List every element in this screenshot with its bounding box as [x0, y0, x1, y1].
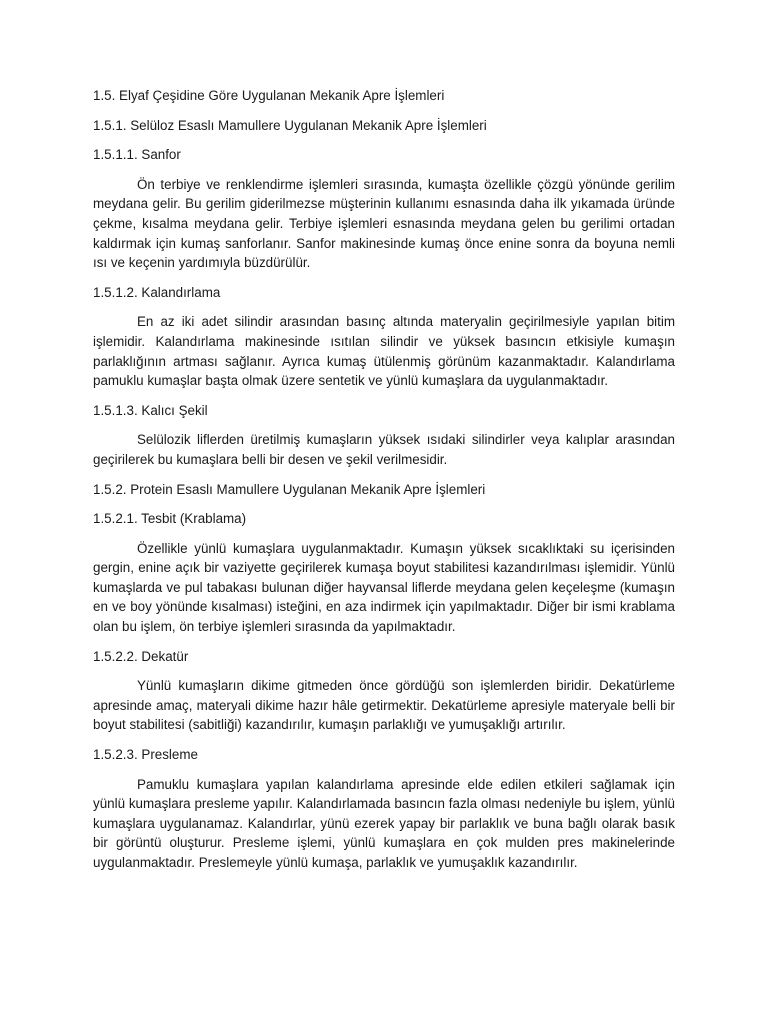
body-paragraph: En az iki adet silindir arasından basınç altında materyalin geçirilmesiyle yapılan bitim işlemidir. Kalandırlama makinesinde ısıtılan silindir ve yüksek basıncın etkisiyle kumaşın parlaklığının artması sağlanır. Ayrıca kumaş ütülenmiş görünüm kazanmaktadır. Kalandırlama pamuklu kumaşlar başta olmak üzere sentetik ve yünlü kumaşlara da uygulanmaktadır.	[93, 314, 675, 389]
section-heading: 1.5. Elyaf Çeşidine Göre Uygulanan Mekanik Apre İşlemleri	[93, 88, 445, 103]
document-body	[93, 86, 675, 883]
section-heading: 1.5.2. Protein Esaslı Mamullere Uygulanan Mekanik Apre İşlemleri	[93, 481, 486, 497]
body-paragraph: Ön terbiye ve renklendirme işlemleri sırasında, kumaşta özellikle çözgü yönünde gerilim meydana gelir. Bu gerilim giderilmezse müşterinin kullanımı esnasında daha ilk yıkamada üründe çekme, kısalma meydana gelir. Terbiye işlemleri esnasında meydana gelen bu gerilimi ortadan kaldırmak için kumaş sanforlanır. Sanfor makinesinde kumaş önce enine sonra da boyuna nemli ısı ve keçenin yardımıyla büzdürülür.	[93, 176, 675, 271]
section-heading: 1.5.1.1. Sanfor	[93, 147, 181, 163]
section-heading: 1.5.1.2. Kalandırlama	[93, 284, 221, 300]
body-paragraph: Selülozik liflerden üretilmiş kumaşların yüksek ısıdaki silindirler veya kalıplar arasından geçirilerek bu kumaşlara belli bir desen ve şekil verilmesidir.	[93, 432, 675, 467]
section-heading: 1.5.2.3. Presleme	[93, 747, 198, 763]
section-heading: 1.5.2.2. Dekatür	[93, 648, 189, 664]
body-paragraph: Yünlü kumaşların dikime gitmeden önce gördüğü son işlemlerden biridir. Dekatürleme apresinde amaç, materyali dikime hazır hâle getirmektir. Dekatürleme apresiyle materyale belli bir boyut stabilitesi (sabitliği) kazandırılır, kumaşın parlaklığı ve yumuşaklığı artırılır.	[93, 678, 675, 733]
section-heading: 1.5.2.1. Tesbit (Krablama)	[93, 511, 247, 527]
body-paragraph: Özellikle yünlü kumaşlara uygulanmaktadır. Kumaşın yüksek sıcaklıktaki su içerisinden gergin, enine açık bir vaziyette geçirilerek kumaşa boyut stabilitesi kazandırılması işlemidir. Yünlü kumaşlarda ve pul tabakası bulunan diğer hayvansal liflerde meydana gelen keçeleşme (kumaşın en ve boy yönünde kısalması) isteğini, en aza indirmek için yapılmaktadır. Diğer bir ismi krablama olan bu işlem, ön terbiye işlemleri sırasında da yapılmaktadır.	[93, 540, 675, 635]
section-heading: 1.5.1. Selüloz Esaslı Mamullere Uygulanan Mekanik Apre İşlemleri	[93, 117, 487, 133]
body-paragraph: Pamuklu kumaşlara yapılan kalandırlama apresinde elde edilen etkileri sağlamak için yünlü kumaşlara presleme yapılır. Kalandırlamada basıncın fazla olması nedeniyle bu işlem, yünlü kumaşlara uygulanamaz. Kalandırlar, yünü ezerek yapay bir parlaklık ve buna bağlı olarak basık bir görüntü oluşturur. Presleme işlemi, yünlü kumaşlara en çok mulden pres makinelerinde uygulanmaktadır. Preslemeyle yünlü kumaşa, parlaklık ve yumuşaklık kazandırılır.	[93, 776, 675, 870]
section-heading: 1.5.1.3. Kalıcı Şekil	[93, 402, 208, 418]
